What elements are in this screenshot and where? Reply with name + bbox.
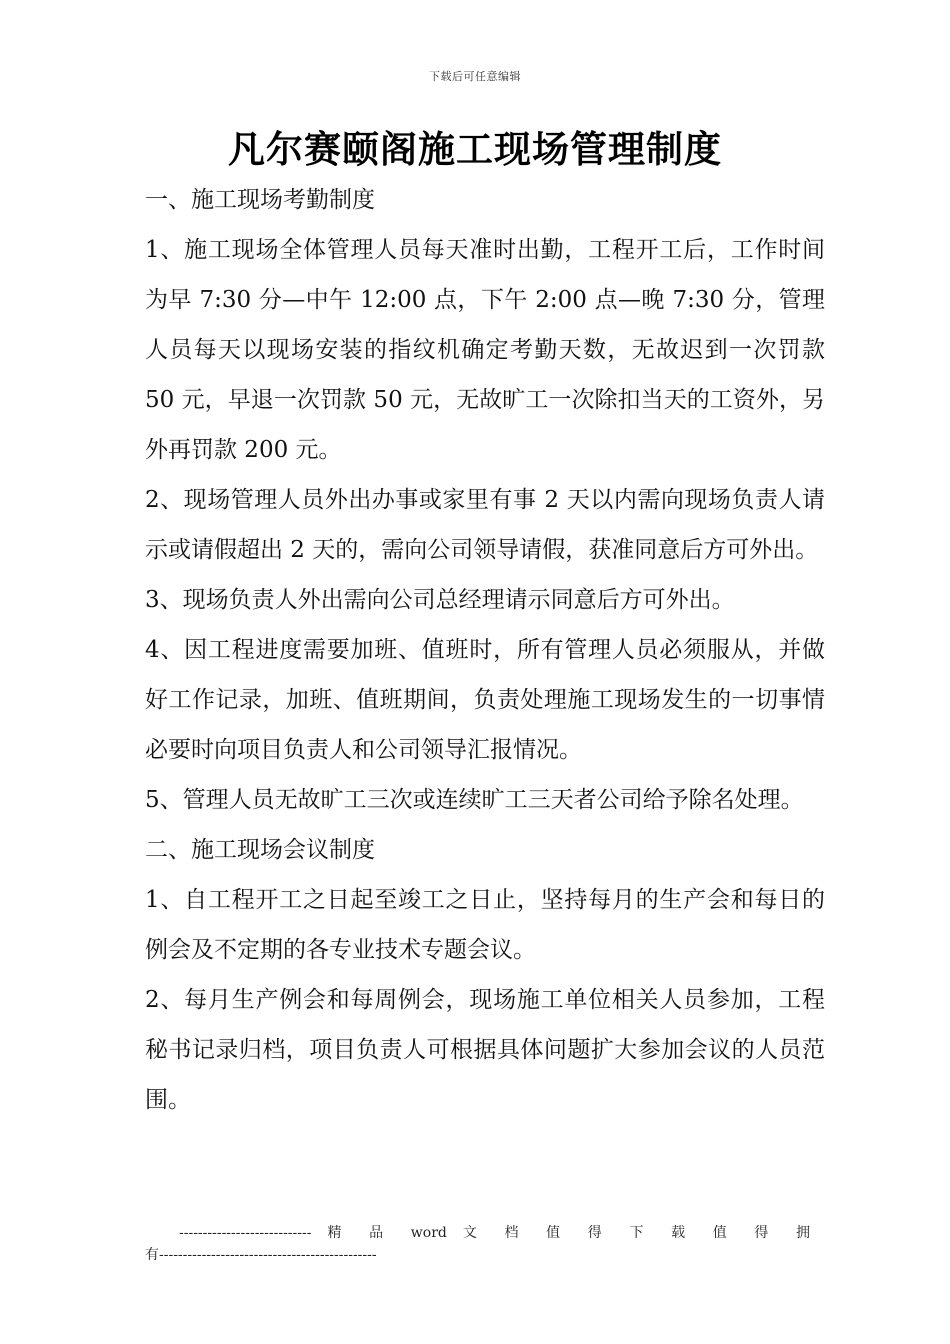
paragraph-attendance-4: 4、因工程进度需要加班、值班时，所有管理人员必须服从，并做好工作记录，加班、值班期间，负责处理施工现场发生的一切事情必要时向项目负责人和公司领导汇报情况。 [145, 637, 825, 763]
paragraph-attendance-3: 3、现场负责人外出需向公司总经理请示同意后方可外出。 [145, 587, 735, 613]
section-heading-meeting: 二、施工现场会议制度 [145, 837, 375, 863]
paragraph-attendance-1: 1、施工现场全体管理人员每天准时出勤，工程开工后，工作时间为早 7:30 分—中午 12:00 点，下午 2:00 点—晚 7:30 分，管理人员每天以现场安装的指纹机确定考勤天数，无故迟到一次罚款 50 元，早退一次罚款 50 元，无故旷工一次除扣当天的工资外，另外再罚款 200 元。 [145, 237, 825, 463]
footer-band [145, 1222, 810, 1266]
paragraph-meeting-1: 1、自工程开工之日起至竣工之日止，坚持每月的生产会和每日的例会及不定期的各专业技术专题会议。 [145, 887, 825, 963]
footer-line-1-text: ---------------------------- 精 品 word 文 档 值 得 下 载 值 得 拥 [179, 1225, 810, 1241]
paragraph-meeting-2: 2、每月生产例会和每周例会，现场施工单位相关人员参加，工程秘书记录归档，项目负责人可根据具体问题扩大参加会议的人员范围。 [145, 987, 825, 1113]
header-note: 下载后可任意编辑 [429, 70, 521, 83]
paragraph-attendance-2: 2、现场管理人员外出办事或家里有事 2 天以内需向现场负责人请示或请假超出 2 天的，需向公司领导请假，获准同意后方可外出。 [145, 487, 825, 563]
footer-line-2: 有---------------------------------------------- [145, 1247, 377, 1263]
document-body [145, 175, 825, 1125]
document-title: 凡尔赛颐阁施工现场管理制度 [228, 127, 722, 171]
paragraph-attendance-5: 5、管理人员无故旷工三次或连续旷工三天者公司给予除名处理。 [145, 787, 804, 813]
footer-line-1 [145, 1222, 810, 1244]
section-heading-attendance: 一、施工现场考勤制度 [145, 187, 375, 213]
